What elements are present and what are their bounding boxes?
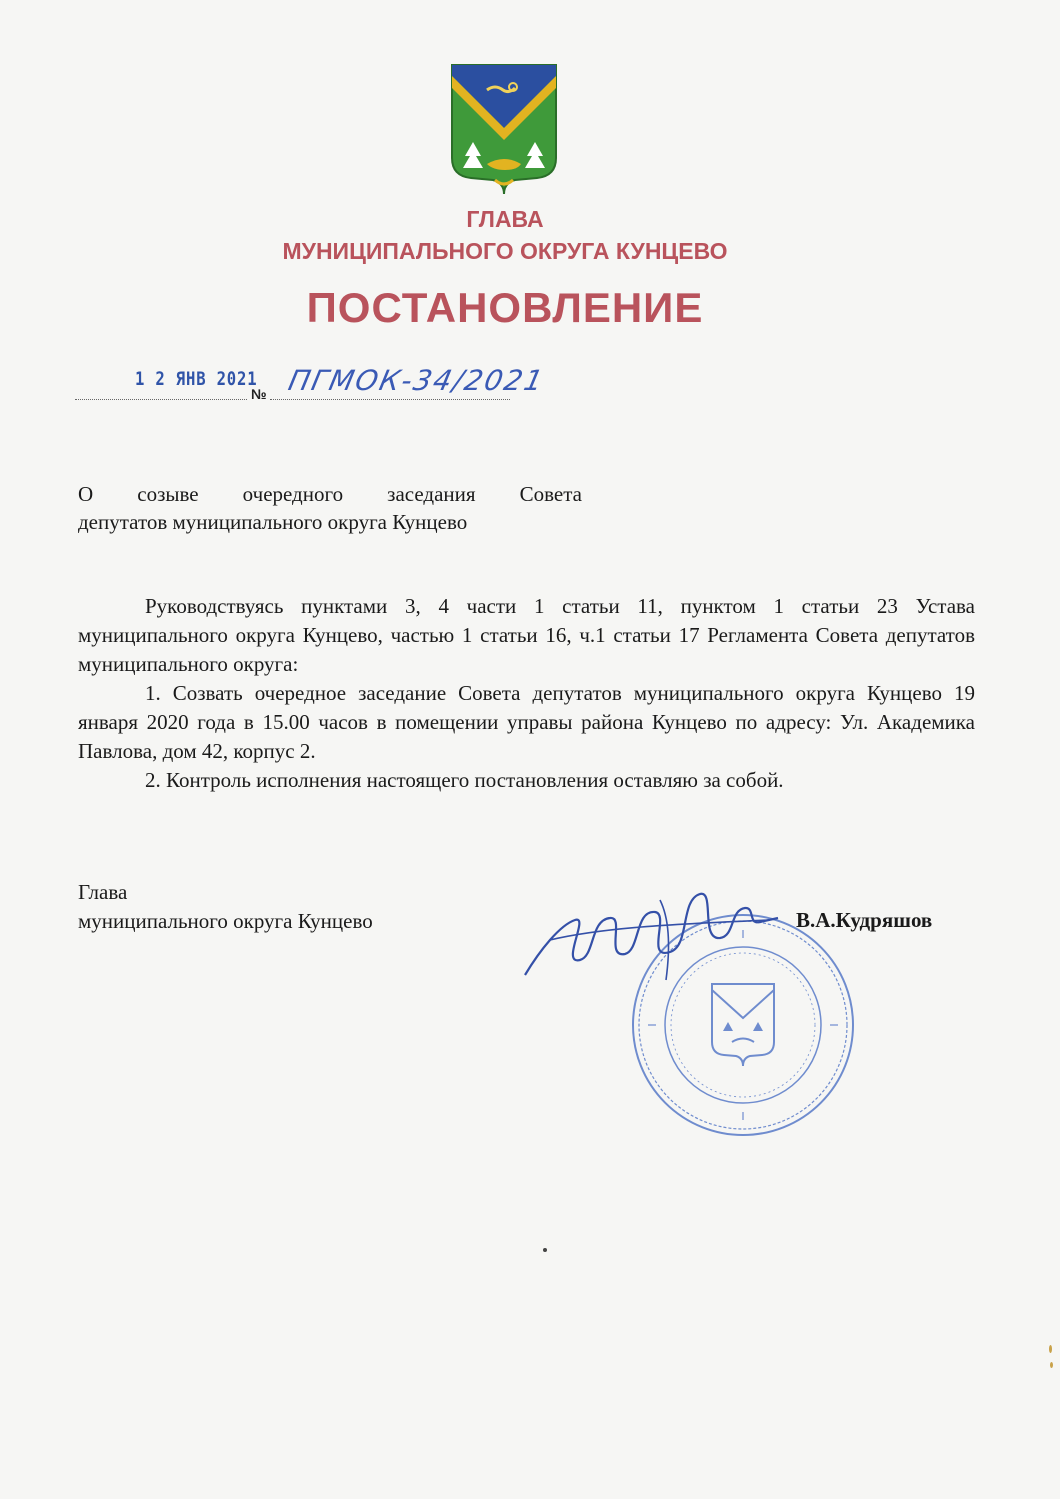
body-item-1: 1. Созвать очередное заседание Совета депутатов муниципального округа Кунцево 19 января 2020 года в 15.00 часов в помещении управы района Кунцево по адресу: Ул. Академика Павлова, дом 42, корпус 2. bbox=[78, 681, 975, 763]
subject-line-1 bbox=[78, 480, 582, 508]
subject-word: созыве bbox=[137, 482, 199, 506]
subject-word: Совета bbox=[519, 482, 582, 506]
subject-word: О bbox=[78, 482, 94, 506]
subject-word: заседания bbox=[387, 482, 476, 506]
subject-word: очередного bbox=[242, 482, 344, 506]
signatory-title bbox=[78, 878, 373, 936]
date-stamp: 1 2 ЯНВ 2021 bbox=[135, 368, 258, 390]
number-underline bbox=[270, 399, 510, 400]
registration-line bbox=[75, 360, 575, 410]
document-body bbox=[78, 592, 975, 795]
number-label: № bbox=[251, 386, 267, 402]
document-subject bbox=[78, 480, 582, 536]
document-type-title: ПОСТАНОВЛЕНИЕ bbox=[306, 284, 704, 331]
coat-of-arms-icon bbox=[449, 62, 559, 196]
scan-speck bbox=[1050, 1362, 1053, 1368]
signatory-title-line-1: Глава bbox=[78, 880, 128, 904]
date-underline bbox=[75, 399, 247, 400]
signatory-title-line-2: муниципального округа Кунцево bbox=[78, 909, 373, 933]
header-subtitle: МУНИЦИПАЛЬНОГО ОКРУГА КУНЦЕВО bbox=[282, 238, 728, 264]
scan-speck bbox=[543, 1248, 547, 1252]
handwritten-signature-icon bbox=[520, 880, 780, 990]
registration-number: ПГМОК-34/2021 bbox=[285, 364, 548, 397]
header-title: ГЛАВА bbox=[466, 206, 544, 232]
subject-line-2: депутатов муниципального округа Кунцево bbox=[78, 510, 468, 534]
body-preamble: Руководствуясь пунктами 3, 4 части 1 статьи 11, пунктом 1 статьи 23 Устава муниципального округа Кунцево, частью 1 статьи 16, ч.1 статьи 17 Регламента Совета депутатов муниципального округа: bbox=[78, 594, 975, 676]
body-item-2: 2. Контроль исполнения настоящего постановления оставляю за собой. bbox=[145, 768, 784, 792]
scan-speck bbox=[1049, 1345, 1052, 1353]
signatory-name: В.А.Кудряшов bbox=[796, 908, 933, 932]
